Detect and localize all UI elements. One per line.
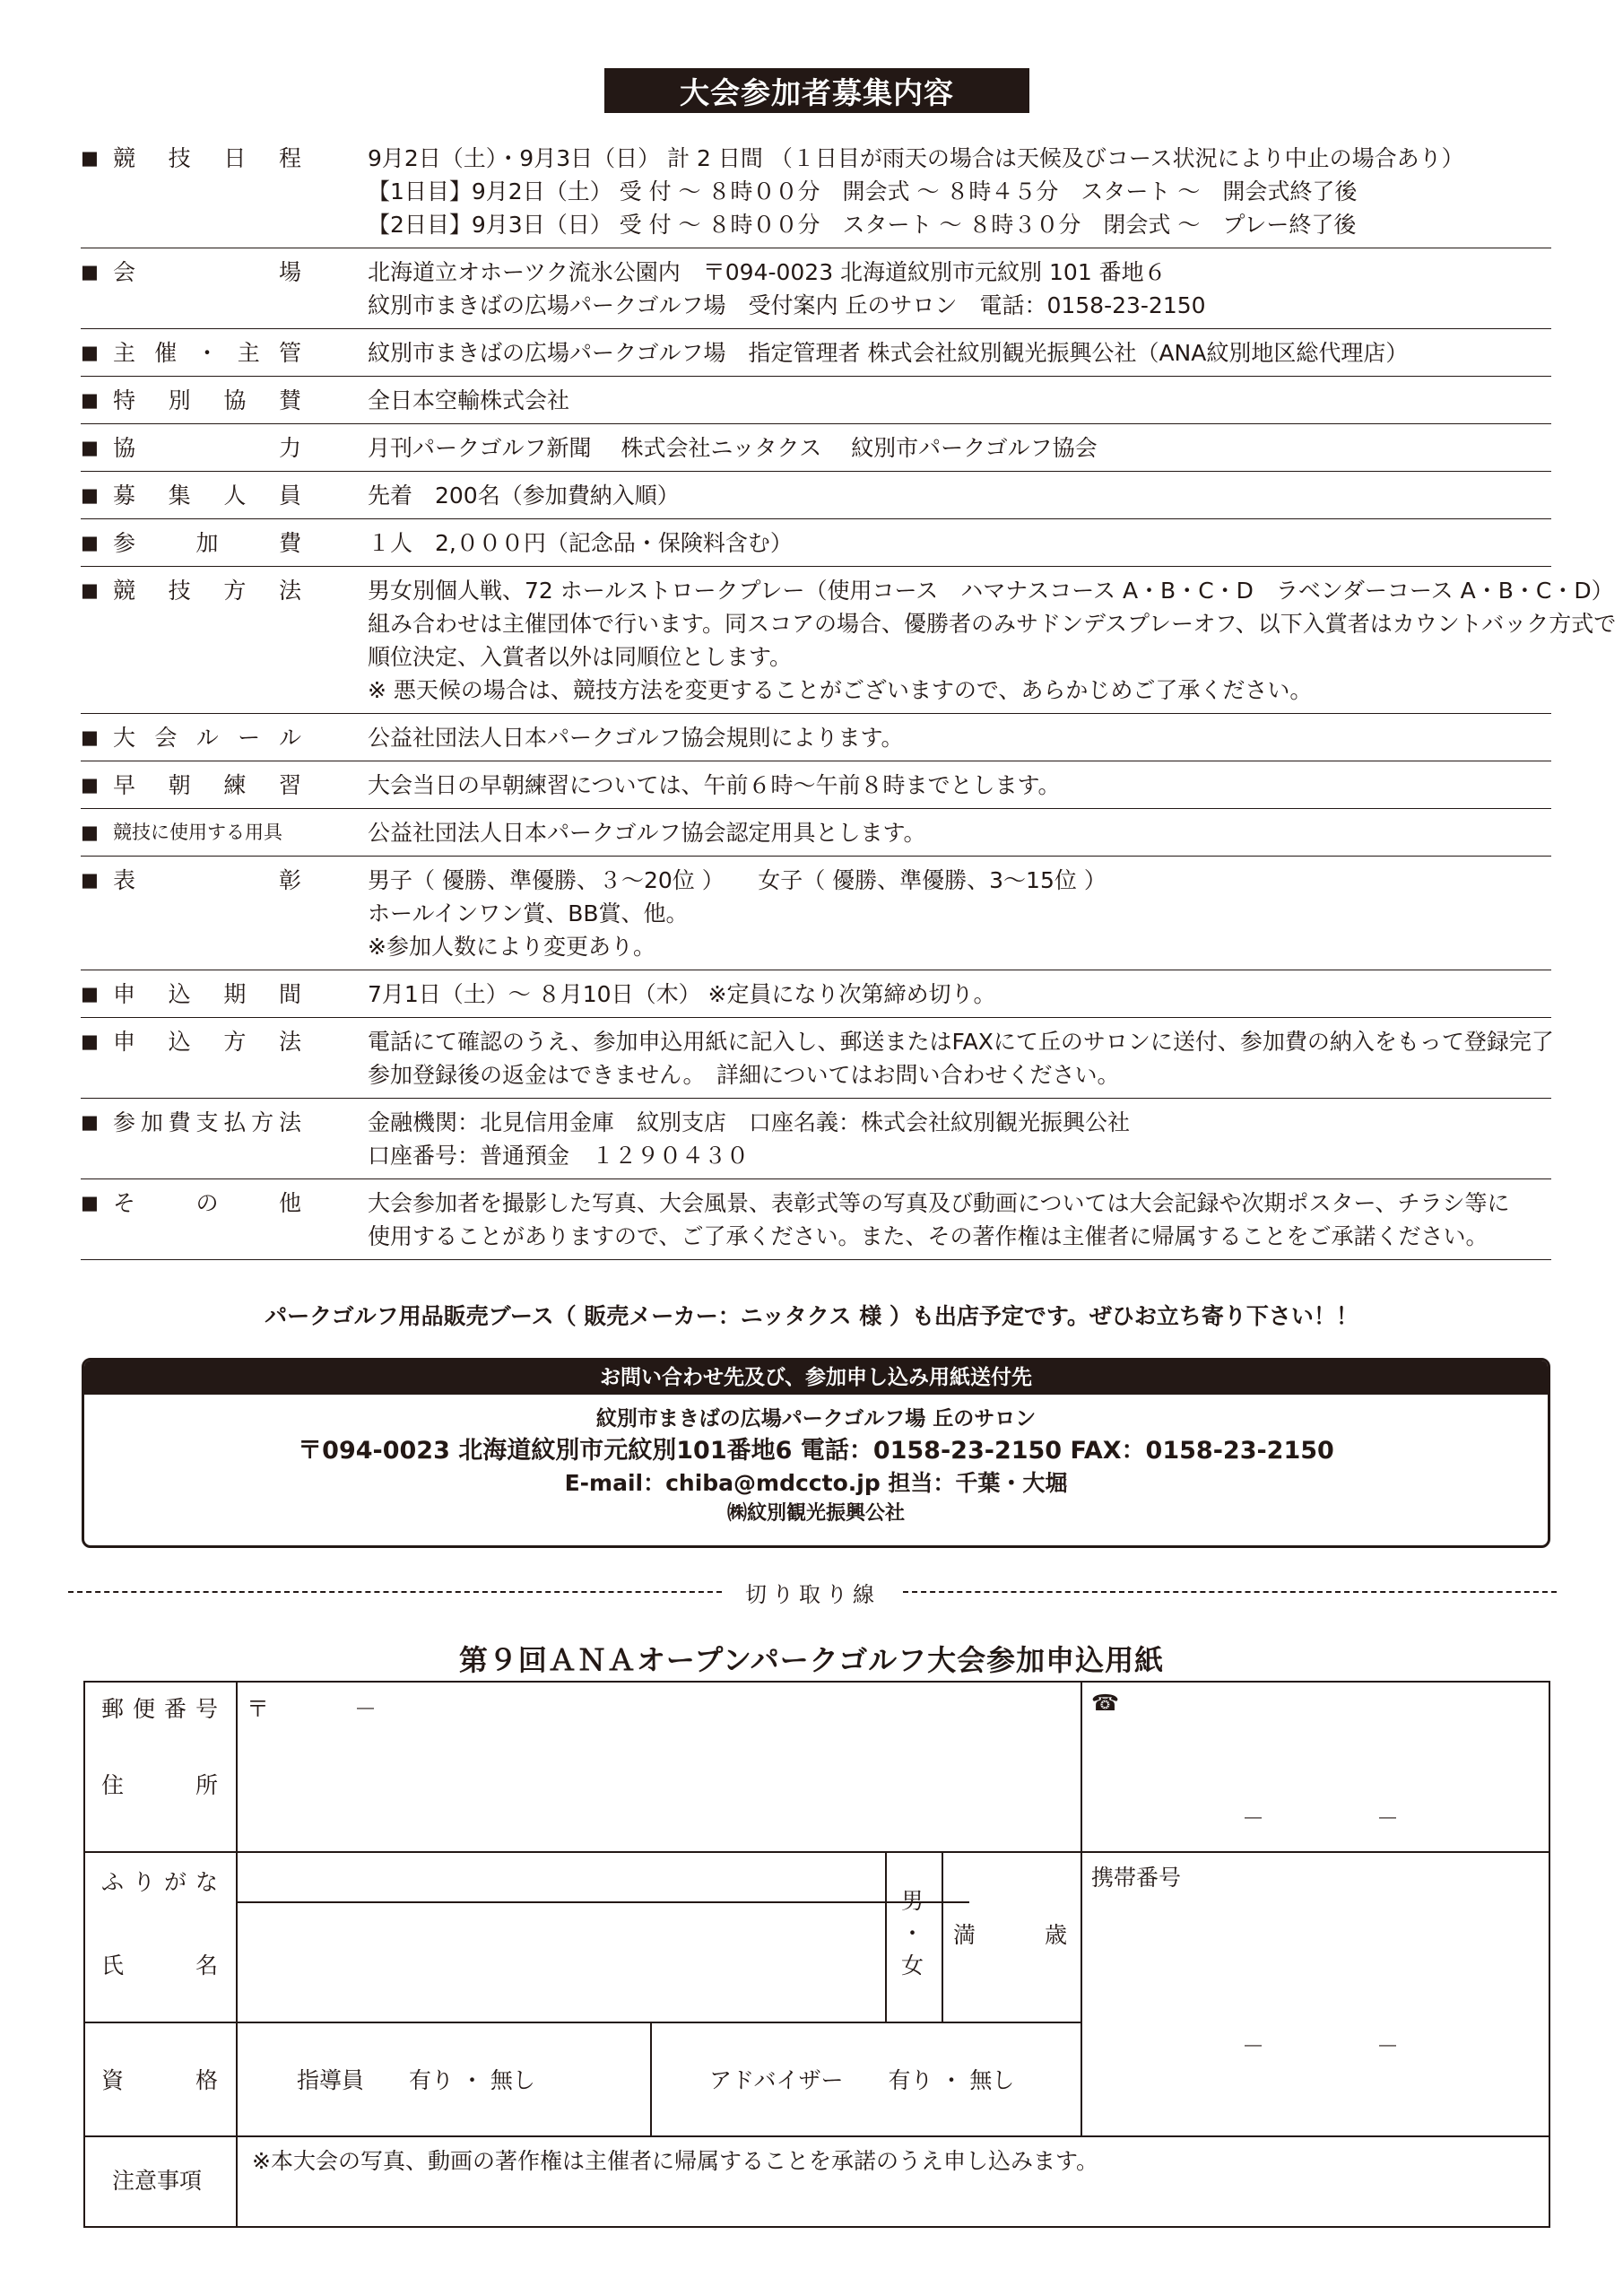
bullet-square-icon: ■ [81,869,99,891]
detail-row [81,1018,1554,1099]
notes-text: ※本大会の写真、動画の著作権は主催者に帰属することを承諾のうえ申し込みます。 [252,2148,1098,2174]
detail-label-text: 競技に使用する用具 [113,822,282,843]
detail-label-text: 申込期間 [113,981,301,1007]
bullet-square-icon: ■ [81,983,99,1004]
detail-line: １人 2,０００円（記念品・保険料含む） [368,530,793,556]
detail-label [81,479,359,512]
mobile-dash: － [1376,2033,1400,2059]
bullet-square-icon: ■ [81,579,99,601]
detail-row [81,857,1551,970]
contact-name: 紋別市まきばの広場パークゴルフ場 丘のサロン [595,1407,1037,1431]
bullet-square-icon: ■ [81,389,99,411]
detail-row [81,567,1617,714]
detail-line: 紋別市まきばの広場パークゴルフ場 受付案内 丘のサロン 電話：0158-23-2150 [368,292,1206,318]
detail-content [359,816,1551,849]
detail-content [359,864,1551,963]
detail-label [81,431,359,465]
detail-content [359,1187,1551,1253]
detail-line: 電話にて確認のうえ、参加申込用紙に記入し、郵送またはFAXにて丘のサロンに送付、参加費の納入をもって登録完了 [368,1029,1554,1055]
detail-label-text: 競技日程 [113,145,301,171]
detail-line: 北海道立オホーツク流氷公園内 〒094-0023 北海道紋別市元紋別 101 番地６ [368,259,1167,285]
detail-line: 7月1日（土）〜 ８月10日（木） ※定員になり次第締め切り。 [368,981,996,1007]
detail-label [81,142,359,241]
phone-field[interactable] [1082,1683,1547,1849]
detail-label-text: 参加費支払方法 [113,1109,301,1135]
mobile-field[interactable] [1082,1853,1547,2134]
detail-row [81,714,1551,761]
detail-row [81,809,1551,857]
detail-content [359,1106,1551,1172]
detail-row [81,329,1551,377]
detail-label-text: 主催・主管 [113,340,301,366]
gender-dot: ・ [901,1920,924,1946]
detail-line: 【1日目】9月2日（土） 受 付 〜 ８時００分 開会式 〜 ８時４５分 スタート 〜 開会式終了後 [368,178,1358,204]
detail-label [81,769,359,802]
form-divider [85,2135,1549,2137]
detail-label [81,526,359,560]
detail-content [359,336,1551,370]
detail-row [81,761,1551,809]
detail-row [81,519,1551,567]
detail-row [81,1179,1551,1260]
cut-line-label: 切り取り線 [745,1581,880,1607]
detail-line: 参加登録後の返金はできません。 詳細についてはお問い合わせください。 [368,1062,1120,1088]
detail-content [359,574,1616,707]
postal-code-label: 郵便番号 [101,1696,218,1722]
phone-icon: ☎ [1091,1690,1120,1716]
detail-line: 【2日目】9月3日（日） 受 付 〜 ８時００分 スタート 〜 ８時３０分 閉会式 〜 プレー終了後 [368,212,1357,238]
detail-content [359,431,1551,465]
contact-body [84,1395,1548,1529]
qualification-label: 資格 [101,2067,218,2093]
bullet-square-icon: ■ [81,437,99,458]
detail-label [81,1106,359,1172]
detail-line: 大会参加者を撮影した写真、大会風景、表彰式等の写真及び動画については大会記録や次期ポスター、チラシ等に [368,1190,1510,1216]
bullet-square-icon: ■ [81,1111,99,1133]
detail-line: 組み合わせは主催団体で行います。同スコアの場合、優勝者のみサドンデスプレーオフ、以下入賞者はカウントバック方式で [368,611,1617,637]
bullet-square-icon: ■ [81,484,99,506]
age-prefix: 満 [953,1922,976,1948]
detail-line: 金融機関：北見信用金庫 紋別支店 口座名義：株式会社紋別観光振興公社 [368,1109,1131,1135]
detail-line: 公益社団法人日本パークゴルフ協会認定用具とします。 [368,820,926,846]
form-divider [85,2022,1081,2023]
contact-box [82,1358,1550,1548]
detail-label-text: 早朝練習 [113,772,301,798]
mobile-dash: － [1242,2033,1265,2059]
detail-row [81,1099,1551,1179]
detail-content [359,479,1551,512]
booth-notice: パークゴルフ用品販売ブース（ 販売メーカー：ニッタクス 様 ）も出店予定です。ぜひお立ち寄り下さい！！ [265,1303,1358,1329]
detail-label-text: その他 [113,1190,301,1216]
detail-label [81,864,359,963]
detail-line: 口座番号：普通預金 １２９０４３０ [368,1143,750,1169]
gender-male[interactable]: 男 [901,1888,924,1914]
detail-label [81,256,359,322]
detail-label [81,978,359,1011]
mobile-label: 携帯番号 [1091,1865,1182,1891]
detail-label [81,1187,359,1253]
phone-dash: － [1242,1805,1265,1831]
bullet-square-icon: ■ [81,822,99,843]
bullet-square-icon: ■ [81,261,99,283]
detail-label-text: 申込方法 [113,1029,301,1055]
page-heading: 大会参加者募集内容 [604,68,1029,113]
detail-row [81,248,1551,329]
detail-content [359,526,1551,560]
age-suffix: 歳 [1045,1922,1068,1948]
contact-email: E-mail：chiba@mdccto.jp 担当：千葉・大堀 [564,1470,1068,1496]
detail-content [359,721,1551,754]
name-field[interactable] [238,1903,883,2020]
detail-row [81,135,1551,248]
bullet-square-icon: ■ [81,147,99,169]
bullet-square-icon: ■ [81,342,99,363]
detail-label-text: 特別協賛 [113,387,301,413]
contact-address: 〒094-0023 北海道紋別市元紋別101番地6 電話：0158-23-2150 FAX：0158-23-2150 [298,1437,1334,1465]
detail-label [81,336,359,370]
furigana-field[interactable] [238,1853,883,1900]
furigana-label: ふりがな [101,1869,218,1895]
bullet-square-icon: ■ [81,532,99,553]
detail-row [81,424,1551,472]
detail-line: 先着 200名（参加費納入順） [368,483,680,509]
detail-line: 9月2日（土）・9月3日（日） 計 2 日間 （１日目が雨天の場合は天候及びコース状況により中止の場合あり） [368,145,1464,171]
detail-line: 全日本空輸株式会社 [368,387,570,413]
detail-label-text: 会場 [113,259,301,285]
detail-row [81,377,1551,424]
bullet-square-icon: ■ [81,774,99,796]
detail-label [81,384,359,417]
detail-line: 紋別市まきばの広場パークゴルフ場 指定管理者 株式会社紋別観光振興公社（ANA紋別地区総代理店） [368,340,1409,366]
form-divider [885,1851,887,2022]
detail-line: 公益社団法人日本パークゴルフ協会規則によります。 [368,725,904,751]
name-label: 氏名 [101,1952,218,1979]
postal-mark: 〒 [247,1696,270,1722]
detail-content [359,978,1551,1011]
bullet-square-icon: ■ [81,1192,99,1213]
phone-dash: － [1376,1805,1400,1831]
detail-line: ホールインワン賞、BB賞、他。 [368,900,689,926]
detail-label-text: 表彰 [113,867,301,893]
form-title: 第９回ＡＮＡオープンパークゴルフ大会参加申込用紙 [458,1643,1165,1677]
detail-label [81,574,359,707]
contact-heading: お問い合わせ先及び、参加申し込み用紙送付先 [84,1361,1548,1395]
notes-label: 注意事項 [112,2168,203,2194]
bullet-square-icon: ■ [81,1031,99,1052]
detail-label [81,816,359,849]
address-field[interactable] [236,1683,1079,1849]
postal-dash: － [354,1696,378,1722]
detail-line: ※参加人数により変更あり。 [368,934,655,960]
gender-female[interactable]: 女 [901,1952,924,1979]
detail-label-text: 参加費 [113,530,301,556]
detail-row [81,970,1551,1018]
recruitment-details-list [81,135,1617,1260]
detail-label [81,1025,359,1091]
detail-line: 月刊パークゴルフ新聞 株式会社ニッタクス 紋別市パークゴルフ協会 [368,435,1098,461]
application-form [83,1681,1550,2228]
detail-content [359,384,1551,417]
detail-label-text: 競技方法 [113,578,301,604]
advisor-option[interactable]: アドバイザー 有り ・ 無し [709,2067,1015,2093]
bullet-square-icon: ■ [81,726,99,748]
detail-label-text: 大会ルール [113,725,301,751]
detail-line: ※ 悪天候の場合は、競技方法を変更することがございますので、あらかじめご了承ください。 [368,677,1313,703]
detail-content [359,142,1551,241]
instructor-option[interactable]: 指導員 有り ・ 無し [297,2067,535,2093]
contact-company: ㈱紋別観光振興公社 [726,1502,905,1525]
cut-line-dash-left [68,1591,722,1593]
cut-line-dash-right [903,1591,1557,1593]
detail-line: 使用することがありますので、ご了承ください。また、その著作権は主催者に帰属することをご承諾ください。 [368,1223,1488,1249]
detail-content [359,769,1551,802]
detail-label-text: 協力 [113,435,301,461]
detail-row [81,472,1551,519]
form-divider [942,1851,943,2022]
detail-line: 順位決定、入賞者以外は同順位とします。 [368,644,793,670]
detail-label-text: 募集人員 [113,483,301,509]
address-label: 住所 [101,1772,218,1798]
form-divider [650,2022,652,2135]
detail-line: 男女別個人戦、72 ホールストロークプレー（使用コース ハマナスコース A・B・C・D ラベンダーコース A・B・C・D） [368,578,1614,604]
detail-line: 大会当日の早朝練習については、午前６時〜午前８時までとします。 [368,772,1061,798]
detail-content [359,256,1551,322]
cut-line [68,1578,1557,1605]
detail-line: 男子（ 優勝、準優勝、３〜20位 ） 女子（ 優勝、準優勝、3〜15位 ） [368,867,1107,893]
detail-label [81,721,359,754]
detail-content [359,1025,1554,1091]
